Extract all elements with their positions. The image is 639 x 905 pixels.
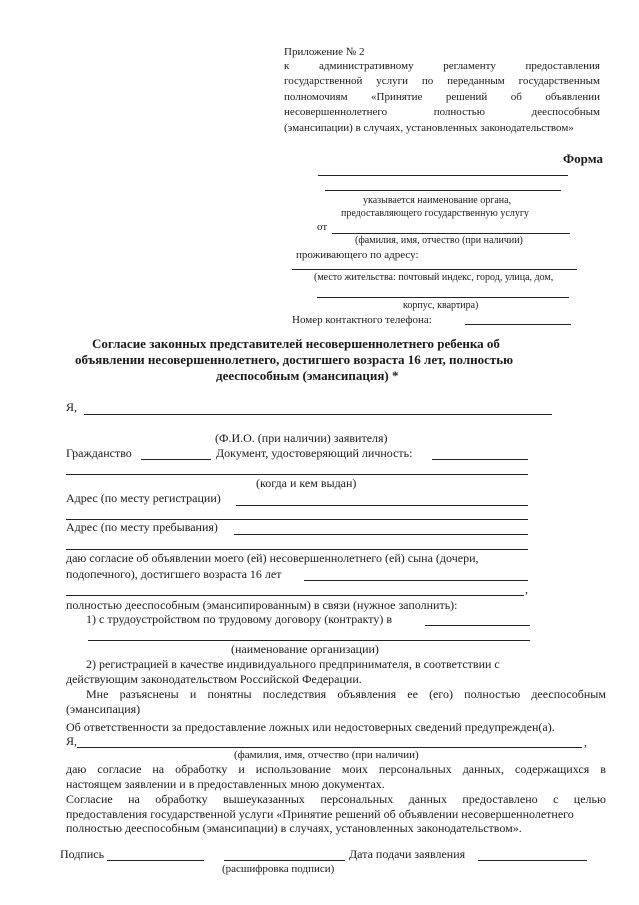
word: ее [407, 687, 418, 701]
appendix-line-1 [284, 60, 600, 73]
appendix-line-2 [284, 75, 600, 88]
capable-text: полностью дееспособным (эмансипированным) в связи (нужное заполнить): [66, 598, 458, 612]
word: объявлении [545, 91, 600, 103]
fio-line-2[interactable] [77, 747, 582, 748]
word: Мне [86, 687, 109, 701]
word: в [600, 762, 606, 776]
explained-line-2: (эмансипация) [66, 702, 141, 716]
from-line[interactable] [332, 233, 570, 234]
signature-caption: (расшифровка подписи) [222, 863, 335, 875]
word: использование [255, 762, 331, 776]
word: и [238, 762, 245, 776]
consent-line-1: даю согласие об объявлении моего (ей) несовершеннолетнего (ей) сына (дочери, [66, 551, 479, 565]
document-label: Документ, удостоверяющий личность: [216, 446, 413, 460]
residing-label: проживающего по адресу: [296, 249, 419, 261]
word: последствия [262, 687, 327, 701]
word: согласие [97, 762, 142, 776]
word: с [553, 792, 559, 806]
word: объявления [337, 687, 397, 701]
word: к [284, 60, 290, 72]
stay-address-line[interactable] [234, 534, 528, 535]
consent-line-2: подопечного), достигшего возраста 16 лет [66, 567, 282, 581]
organ-caption-2: предоставляющего государственную услугу [341, 208, 529, 219]
address-line-2[interactable] [317, 297, 569, 298]
word: полностью [464, 687, 521, 701]
responsibility-text: Об ответственности за предоставление ложных или недостоверных сведений предупрежден(а). [66, 720, 555, 734]
word: услуги [376, 75, 409, 87]
word: персональных [378, 762, 452, 776]
phone-line[interactable] [465, 324, 571, 325]
appendix-line-3 [284, 91, 600, 104]
employer-line-2[interactable] [88, 640, 530, 641]
organ-line-1[interactable] [318, 175, 568, 176]
agree-line-1 [66, 793, 606, 807]
phone-label: Номер контактного телефона: [292, 314, 432, 326]
title-line-3: дееспособным (эмансипация) * [216, 368, 399, 383]
i-label: Я, [66, 400, 78, 414]
fio-caption: (фамилия, имя, отчество (при наличии) [355, 235, 523, 246]
appendix-last-line: (эмансипации) в случаях, установленных законодательством» [284, 122, 574, 134]
agree-line-2: предоставления государственной услуги «Принятие решений об объявлении несовершеннолетнего [66, 807, 574, 821]
title-line-2: объявлении несовершеннолетнего, достигшего возраста 16 лет, полностью [75, 352, 514, 367]
applicant-fio-line[interactable] [84, 414, 552, 415]
item-2-line-1: 2) регистрацией в качестве индивидуального предпринимателя, в соответствии с [86, 657, 500, 671]
issued-caption: (когда и кем выдан) [256, 476, 357, 490]
word: административному [319, 60, 414, 72]
employer-line[interactable] [425, 625, 530, 626]
word: предоставлено [462, 792, 538, 806]
word: регламенту [443, 60, 496, 72]
word: на [152, 762, 165, 776]
word: обработку [175, 762, 228, 776]
word: данных, [462, 762, 505, 776]
word: разъяснены [119, 687, 179, 701]
address-caption-2: корпус, квартира) [403, 300, 479, 311]
issued-line[interactable] [66, 474, 528, 475]
word: целью [573, 792, 606, 806]
word: содержащихся [515, 762, 590, 776]
word: даю [66, 762, 87, 776]
word: решений [445, 91, 488, 103]
word: вышеуказанных [222, 792, 305, 806]
comma-2: , [584, 735, 587, 749]
word: по [421, 75, 434, 87]
item-2-line-2: действующим законодательством Российской Федерации. [66, 672, 362, 686]
word: данных [408, 792, 447, 806]
word: дееспособным [531, 687, 606, 701]
appendix-number: Приложение № 2 [284, 46, 365, 58]
agree-line-3: полностью дееспособным (эмансипации) в случаях, установленных законодательством». [66, 821, 522, 835]
signature-name-line[interactable] [224, 860, 345, 861]
address-line-1[interactable] [292, 269, 577, 270]
title-line-1: Согласие законных представителей несовершеннолетнего ребенка об [92, 336, 500, 351]
word: полномочиям [284, 91, 348, 103]
word: дееспособным [531, 106, 600, 118]
document-line[interactable] [432, 459, 528, 460]
word: моих [341, 762, 368, 776]
word: государственной [284, 75, 363, 87]
word: понятны [207, 687, 252, 701]
word: полностью [433, 106, 486, 118]
citizenship-line[interactable] [141, 459, 211, 460]
item-1: 1) с трудоустройством по трудовому договору (контракту) в [86, 612, 392, 626]
signature-line[interactable] [107, 860, 204, 861]
signature-label: Подпись [60, 847, 105, 861]
child-line[interactable] [304, 580, 528, 581]
citizenship-label: Гражданство [66, 446, 132, 460]
word: и [189, 687, 197, 701]
applicant-fio-caption: (Ф.И.О. (при наличии) заявителя) [215, 431, 388, 445]
word: (его) [429, 687, 454, 701]
comma: , [525, 582, 528, 596]
explained-line-1 [86, 688, 606, 702]
word: обработку [155, 792, 208, 806]
word: об [510, 91, 522, 103]
word: «Принятие [371, 91, 423, 103]
appendix-line-4 [284, 106, 600, 119]
stay-address-line-2[interactable] [66, 549, 528, 550]
from-label: от [317, 221, 328, 233]
i-label-2: Я, [66, 734, 78, 748]
word: переданным [447, 75, 505, 87]
pd-consent-line-2: настоящем заявлении и в предоставленных мною документах. [66, 777, 385, 791]
stay-address-label: Адрес (по месту пребывания) [66, 520, 218, 534]
word: персональных [320, 792, 394, 806]
date-label: Дата подачи заявления [349, 847, 466, 861]
form-label: Форма [563, 151, 603, 166]
organ-line-2[interactable] [325, 190, 561, 191]
fio-caption-2: (фамилия, имя, отчество (при наличии) [234, 749, 419, 761]
word: несовершеннолетнего [284, 106, 388, 118]
word: государственным [518, 75, 600, 87]
word: Согласие [66, 792, 113, 806]
reg-address-label: Адрес (по месту регистрации) [66, 491, 221, 505]
pd-consent-line-1 [66, 763, 606, 777]
org-caption: (наименование организации) [231, 642, 379, 656]
word: на [128, 792, 140, 806]
organ-caption-1: указывается наименование органа, [363, 195, 512, 206]
address-caption: (место жительства: почтовый индекс, город, улица, дом, [314, 272, 554, 283]
reg-address-line[interactable] [236, 505, 528, 506]
word: предоставления [525, 60, 600, 72]
child-line-2[interactable] [66, 595, 524, 596]
date-line[interactable] [478, 860, 587, 861]
